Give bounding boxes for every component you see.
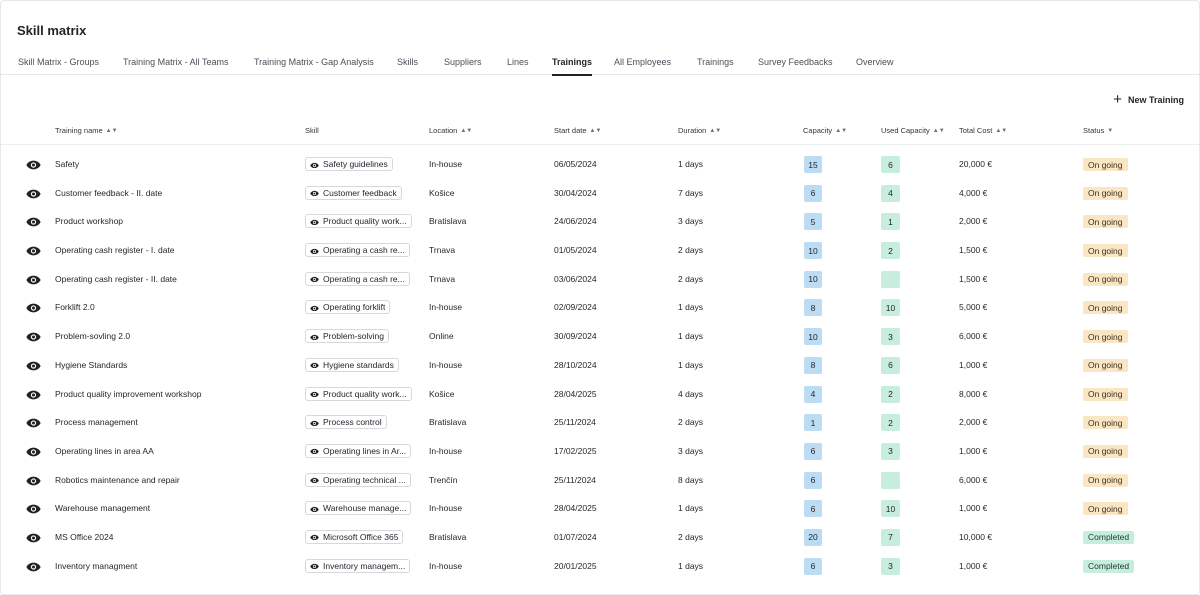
eye-icon <box>310 189 319 196</box>
sort-icon: ▲▼ <box>460 127 473 134</box>
start-date: 17/02/2025 <box>554 445 597 456</box>
col-training-name[interactable] <box>55 126 118 135</box>
eye-icon <box>310 333 319 340</box>
sort-icon: ▲▼ <box>105 127 118 134</box>
used-capacity-badge: 10 <box>881 299 900 316</box>
table-row[interactable] <box>1 523 1199 552</box>
table-row[interactable] <box>1 466 1199 495</box>
duration: 1 days <box>678 302 704 313</box>
status-badge: On going <box>1083 502 1128 515</box>
duration: 1 days <box>678 560 704 571</box>
skill-label: Product quality work... <box>323 388 407 399</box>
capacity-badge: 6 <box>804 558 822 575</box>
capacity-badge: 4 <box>804 386 822 403</box>
col-start-date[interactable] <box>554 126 601 135</box>
eye-icon <box>310 304 319 311</box>
duration: 3 days <box>678 445 704 456</box>
training-name[interactable]: Product workshop <box>55 216 124 227</box>
skill-label: Operating a cash re... <box>323 245 405 256</box>
duration: 8 days <box>678 474 704 485</box>
start-date: 25/11/2024 <box>554 417 596 428</box>
skill-tag[interactable] <box>305 186 402 200</box>
training-name[interactable]: Problem-sovling 2.0 <box>55 331 131 342</box>
start-date: 24/06/2024 <box>554 216 597 227</box>
skill-tag[interactable] <box>305 387 412 401</box>
start-date: 02/09/2024 <box>554 302 597 313</box>
location: Bratislava <box>429 531 467 542</box>
duration: 4 days <box>678 388 704 399</box>
used-capacity-badge: 2 <box>881 386 900 403</box>
status-badge: On going <box>1083 474 1128 487</box>
used-capacity-badge: 6 <box>881 357 900 374</box>
col-start-date-label: Start date <box>554 126 587 135</box>
total-cost: 5,000 € <box>959 302 988 313</box>
capacity-badge: 8 <box>804 357 822 374</box>
sort-icon: ▲▼ <box>589 127 602 134</box>
location: In-house <box>429 560 463 571</box>
location: Online <box>429 331 454 342</box>
new-training-button[interactable] <box>1113 91 1184 108</box>
eye-icon <box>310 533 319 540</box>
tab-training-matrix-all-teams[interactable]: Training Matrix - All Teams <box>123 57 229 67</box>
col-skill-label: Skill <box>305 126 319 135</box>
location: In-house <box>429 445 463 456</box>
total-cost: 1,500 € <box>959 245 988 256</box>
eye-icon[interactable] <box>26 388 41 400</box>
eye-icon <box>310 419 319 426</box>
col-duration[interactable] <box>678 126 721 135</box>
sort-icon: ▼ <box>1107 127 1114 134</box>
col-total-cost-label: Total Cost <box>959 126 993 135</box>
training-name[interactable]: Operating cash register - II. date <box>55 273 177 284</box>
status-badge: On going <box>1083 330 1128 343</box>
start-date: 01/05/2024 <box>554 245 597 256</box>
tab-all-employees[interactable]: All Employees <box>614 57 672 67</box>
total-cost: 2,000 € <box>959 216 988 227</box>
duration: 1 days <box>678 359 704 370</box>
col-status-label: Status <box>1083 126 1105 135</box>
tab-training-matrix-gap-analysis[interactable]: Training Matrix - Gap Analysis <box>254 57 374 67</box>
skill-tag[interactable] <box>305 272 410 286</box>
eye-icon[interactable] <box>26 330 41 342</box>
tab-trainings-2[interactable]: Trainings <box>697 57 734 67</box>
training-name[interactable]: Warehouse management <box>55 503 151 514</box>
training-name[interactable]: Safety <box>55 159 80 169</box>
eye-icon <box>310 390 319 397</box>
table-row[interactable] <box>1 552 1199 581</box>
tab-survey-feedbacks[interactable]: Survey Feedbacks <box>758 57 833 67</box>
skill-tag[interactable] <box>305 358 399 372</box>
table-row[interactable] <box>1 293 1199 322</box>
duration: 2 days <box>678 531 704 542</box>
duration: 2 days <box>678 417 704 428</box>
col-used-capacity-label: Used Capacity <box>881 126 930 135</box>
capacity-badge: 10 <box>804 328 822 345</box>
start-date: 03/06/2024 <box>554 273 597 284</box>
status-badge: Completed <box>1083 531 1134 544</box>
skill-tag[interactable] <box>305 415 387 429</box>
start-date: 06/05/2024 <box>554 159 597 169</box>
page-title: Skill matrix <box>17 23 87 38</box>
eye-icon[interactable] <box>26 273 41 285</box>
used-capacity-badge: 3 <box>881 558 900 575</box>
skill-tag[interactable] <box>305 501 411 515</box>
used-capacity-badge: 10 <box>881 500 900 517</box>
training-name[interactable]: Operating lines in area AA <box>55 445 154 456</box>
table-row[interactable] <box>1 179 1199 208</box>
tab-suppliers[interactable]: Suppliers <box>444 57 482 67</box>
eye-icon <box>310 361 319 368</box>
used-capacity-badge: 2 <box>881 414 900 431</box>
tab-bar <box>1 51 1199 75</box>
eye-icon <box>310 505 319 512</box>
used-capacity-badge <box>881 472 900 489</box>
skill-label: Problem-solving <box>323 331 384 342</box>
total-cost: 10,000 € <box>959 531 993 542</box>
capacity-badge: 6 <box>804 443 822 460</box>
duration: 7 days <box>678 187 704 198</box>
duration: 1 days <box>678 159 704 169</box>
table-row[interactable] <box>1 380 1199 409</box>
used-capacity-badge <box>881 271 900 288</box>
total-cost: 1,500 € <box>959 273 988 284</box>
status-badge: On going <box>1083 244 1128 257</box>
skill-label: Process control <box>323 417 382 428</box>
start-date: 28/04/2025 <box>554 388 597 399</box>
skill-label: Customer feedback <box>323 187 397 198</box>
capacity-badge: 20 <box>804 529 822 546</box>
table-row[interactable] <box>1 207 1199 236</box>
eye-icon <box>310 161 319 168</box>
col-duration-label: Duration <box>678 126 707 135</box>
total-cost: 20,000 € <box>959 159 993 169</box>
status-badge: On going <box>1083 215 1128 228</box>
start-date: 28/04/2025 <box>554 503 597 514</box>
eye-icon[interactable] <box>26 301 41 313</box>
status-badge: On going <box>1083 187 1128 200</box>
eye-icon[interactable] <box>26 445 41 457</box>
col-skill <box>305 126 319 135</box>
start-date: 30/09/2024 <box>554 331 597 342</box>
skill-label: Product quality work... <box>323 216 407 227</box>
status-badge: On going <box>1083 416 1128 429</box>
used-capacity-badge: 7 <box>881 529 900 546</box>
training-name[interactable]: Inventory managment <box>55 560 138 571</box>
location: Trenčín <box>429 474 458 485</box>
duration: 3 days <box>678 216 704 227</box>
skill-tag[interactable] <box>305 473 411 487</box>
col-used-capacity[interactable] <box>881 126 945 135</box>
used-capacity-badge: 2 <box>881 242 900 259</box>
tab-skills[interactable]: Skills <box>397 57 419 67</box>
col-total-cost[interactable] <box>959 126 1007 135</box>
used-capacity-badge: 4 <box>881 185 900 202</box>
training-name[interactable]: Customer feedback - II. date <box>55 187 163 198</box>
capacity-badge: 1 <box>804 414 822 431</box>
total-cost: 2,000 € <box>959 417 988 428</box>
skill-label: Safety guidelines <box>323 159 388 169</box>
location: Košice <box>429 187 455 198</box>
eye-icon[interactable] <box>26 158 41 170</box>
col-training-name-label: Training name <box>55 126 103 135</box>
table-body <box>1 150 1199 580</box>
location: In-house <box>429 359 463 370</box>
status-badge: On going <box>1083 158 1128 171</box>
skill-tag[interactable] <box>305 559 410 573</box>
skill-label: Inventory managem... <box>323 560 406 571</box>
duration: 1 days <box>678 503 704 514</box>
location: Bratislava <box>429 216 467 227</box>
tab-lines[interactable]: Lines <box>507 57 529 67</box>
used-capacity-badge: 6 <box>881 156 900 173</box>
skill-label: Hygiene standards <box>323 359 394 370</box>
duration: 1 days <box>678 331 704 342</box>
used-capacity-badge: 1 <box>881 213 900 230</box>
sort-icon: ▲▼ <box>932 127 945 134</box>
skill-tag[interactable] <box>305 157 393 171</box>
table-row[interactable] <box>1 265 1199 294</box>
plus-icon: + <box>1113 91 1122 108</box>
col-capacity-label: Capacity <box>803 126 833 135</box>
used-capacity-badge: 3 <box>881 443 900 460</box>
eye-icon[interactable] <box>26 215 41 227</box>
eye-icon[interactable] <box>26 244 41 256</box>
training-name[interactable]: Process management <box>55 417 138 428</box>
capacity-badge: 6 <box>804 185 822 202</box>
start-date: 20/01/2025 <box>554 560 597 571</box>
total-cost: 8,000 € <box>959 388 988 399</box>
skill-tag[interactable] <box>305 214 412 228</box>
training-name[interactable]: MS Office 2024 <box>55 531 114 542</box>
capacity-badge: 6 <box>804 500 822 517</box>
skill-label: Operating a cash re... <box>323 273 405 284</box>
status-badge: Completed <box>1083 560 1134 573</box>
duration: 2 days <box>678 273 704 284</box>
col-location[interactable] <box>429 126 472 135</box>
eye-icon[interactable] <box>26 359 41 371</box>
location: Trnava <box>429 273 456 284</box>
location: In-house <box>429 302 463 313</box>
start-date: 25/11/2024 <box>554 474 596 485</box>
status-badge: On going <box>1083 388 1128 401</box>
table-header <box>1 119 1199 145</box>
location: Košice <box>429 388 455 399</box>
capacity-badge: 15 <box>804 156 822 173</box>
location: Trnava <box>429 245 456 256</box>
start-date: 01/07/2024 <box>554 531 597 542</box>
training-name[interactable]: Product quality improvement workshop <box>55 388 202 399</box>
eye-icon[interactable] <box>26 531 41 543</box>
eye-icon <box>310 275 319 282</box>
total-cost: 6,000 € <box>959 331 988 342</box>
skill-label: Operating forklift <box>323 302 386 313</box>
skill-label: Microsoft Office 365 <box>323 531 399 542</box>
training-name[interactable]: Forklift 2.0 <box>55 302 95 313</box>
total-cost: 1,000 € <box>959 445 988 456</box>
total-cost: 1,000 € <box>959 560 988 571</box>
location: In-house <box>429 159 463 169</box>
skill-tag[interactable] <box>305 444 411 458</box>
status-badge: On going <box>1083 445 1128 458</box>
eye-icon <box>310 218 319 225</box>
eye-icon <box>310 562 319 569</box>
eye-icon[interactable] <box>26 560 41 572</box>
capacity-badge: 5 <box>804 213 822 230</box>
table-row[interactable] <box>1 150 1199 179</box>
table-row[interactable] <box>1 494 1199 523</box>
skill-tag[interactable] <box>305 329 389 343</box>
skill-label: Warehouse manage... <box>323 503 407 514</box>
status-badge: On going <box>1083 359 1128 372</box>
table-row[interactable] <box>1 236 1199 265</box>
sort-icon: ▲▼ <box>995 127 1008 134</box>
col-capacity[interactable] <box>803 126 847 135</box>
skill-label: Operating technical ... <box>323 474 406 485</box>
skill-tag[interactable] <box>305 300 390 314</box>
table-row[interactable] <box>1 322 1199 351</box>
training-name[interactable]: Operating cash register - I. date <box>55 245 175 256</box>
capacity-badge: 10 <box>804 271 822 288</box>
eye-icon[interactable] <box>26 416 41 428</box>
new-training-label: New Training <box>1127 95 1184 105</box>
skill-tag[interactable] <box>305 530 403 544</box>
tab-overview[interactable]: Overview <box>856 57 894 67</box>
capacity-badge: 10 <box>804 242 822 259</box>
skill-tag[interactable] <box>305 243 410 257</box>
capacity-badge: 6 <box>804 472 822 489</box>
total-cost: 1,000 € <box>959 359 988 370</box>
start-date: 28/10/2024 <box>554 359 597 370</box>
sort-icon: ▲▼ <box>709 127 722 134</box>
skill-label: Operating lines in Ar... <box>323 445 407 456</box>
table-row[interactable] <box>1 351 1199 380</box>
status-badge: On going <box>1083 301 1128 314</box>
training-name[interactable]: Robotics maintenance and repair <box>55 474 180 485</box>
table-row[interactable] <box>1 408 1199 437</box>
start-date: 30/04/2024 <box>554 187 597 198</box>
sort-icon: ▲▼ <box>835 127 848 134</box>
col-status[interactable] <box>1083 126 1113 135</box>
duration: 2 days <box>678 245 704 256</box>
eye-icon[interactable] <box>26 502 41 514</box>
col-location-label: Location <box>429 126 458 135</box>
capacity-badge: 8 <box>804 299 822 316</box>
tab-trainings[interactable]: Trainings <box>552 57 592 75</box>
eye-icon[interactable] <box>26 187 41 199</box>
table-row[interactable] <box>1 437 1199 466</box>
eye-icon <box>310 447 319 454</box>
tab-skill-matrix-groups[interactable]: Skill Matrix - Groups <box>18 57 100 67</box>
total-cost: 1,000 € <box>959 503 988 514</box>
used-capacity-badge: 3 <box>881 328 900 345</box>
total-cost: 4,000 € <box>959 187 988 198</box>
location: In-house <box>429 503 463 514</box>
eye-icon <box>310 247 319 254</box>
training-name[interactable]: Hygiene Standards <box>55 359 128 370</box>
total-cost: 6,000 € <box>959 474 988 485</box>
eye-icon <box>310 476 319 483</box>
location: Bratislava <box>429 417 467 428</box>
status-badge: On going <box>1083 273 1128 286</box>
eye-icon[interactable] <box>26 474 41 486</box>
